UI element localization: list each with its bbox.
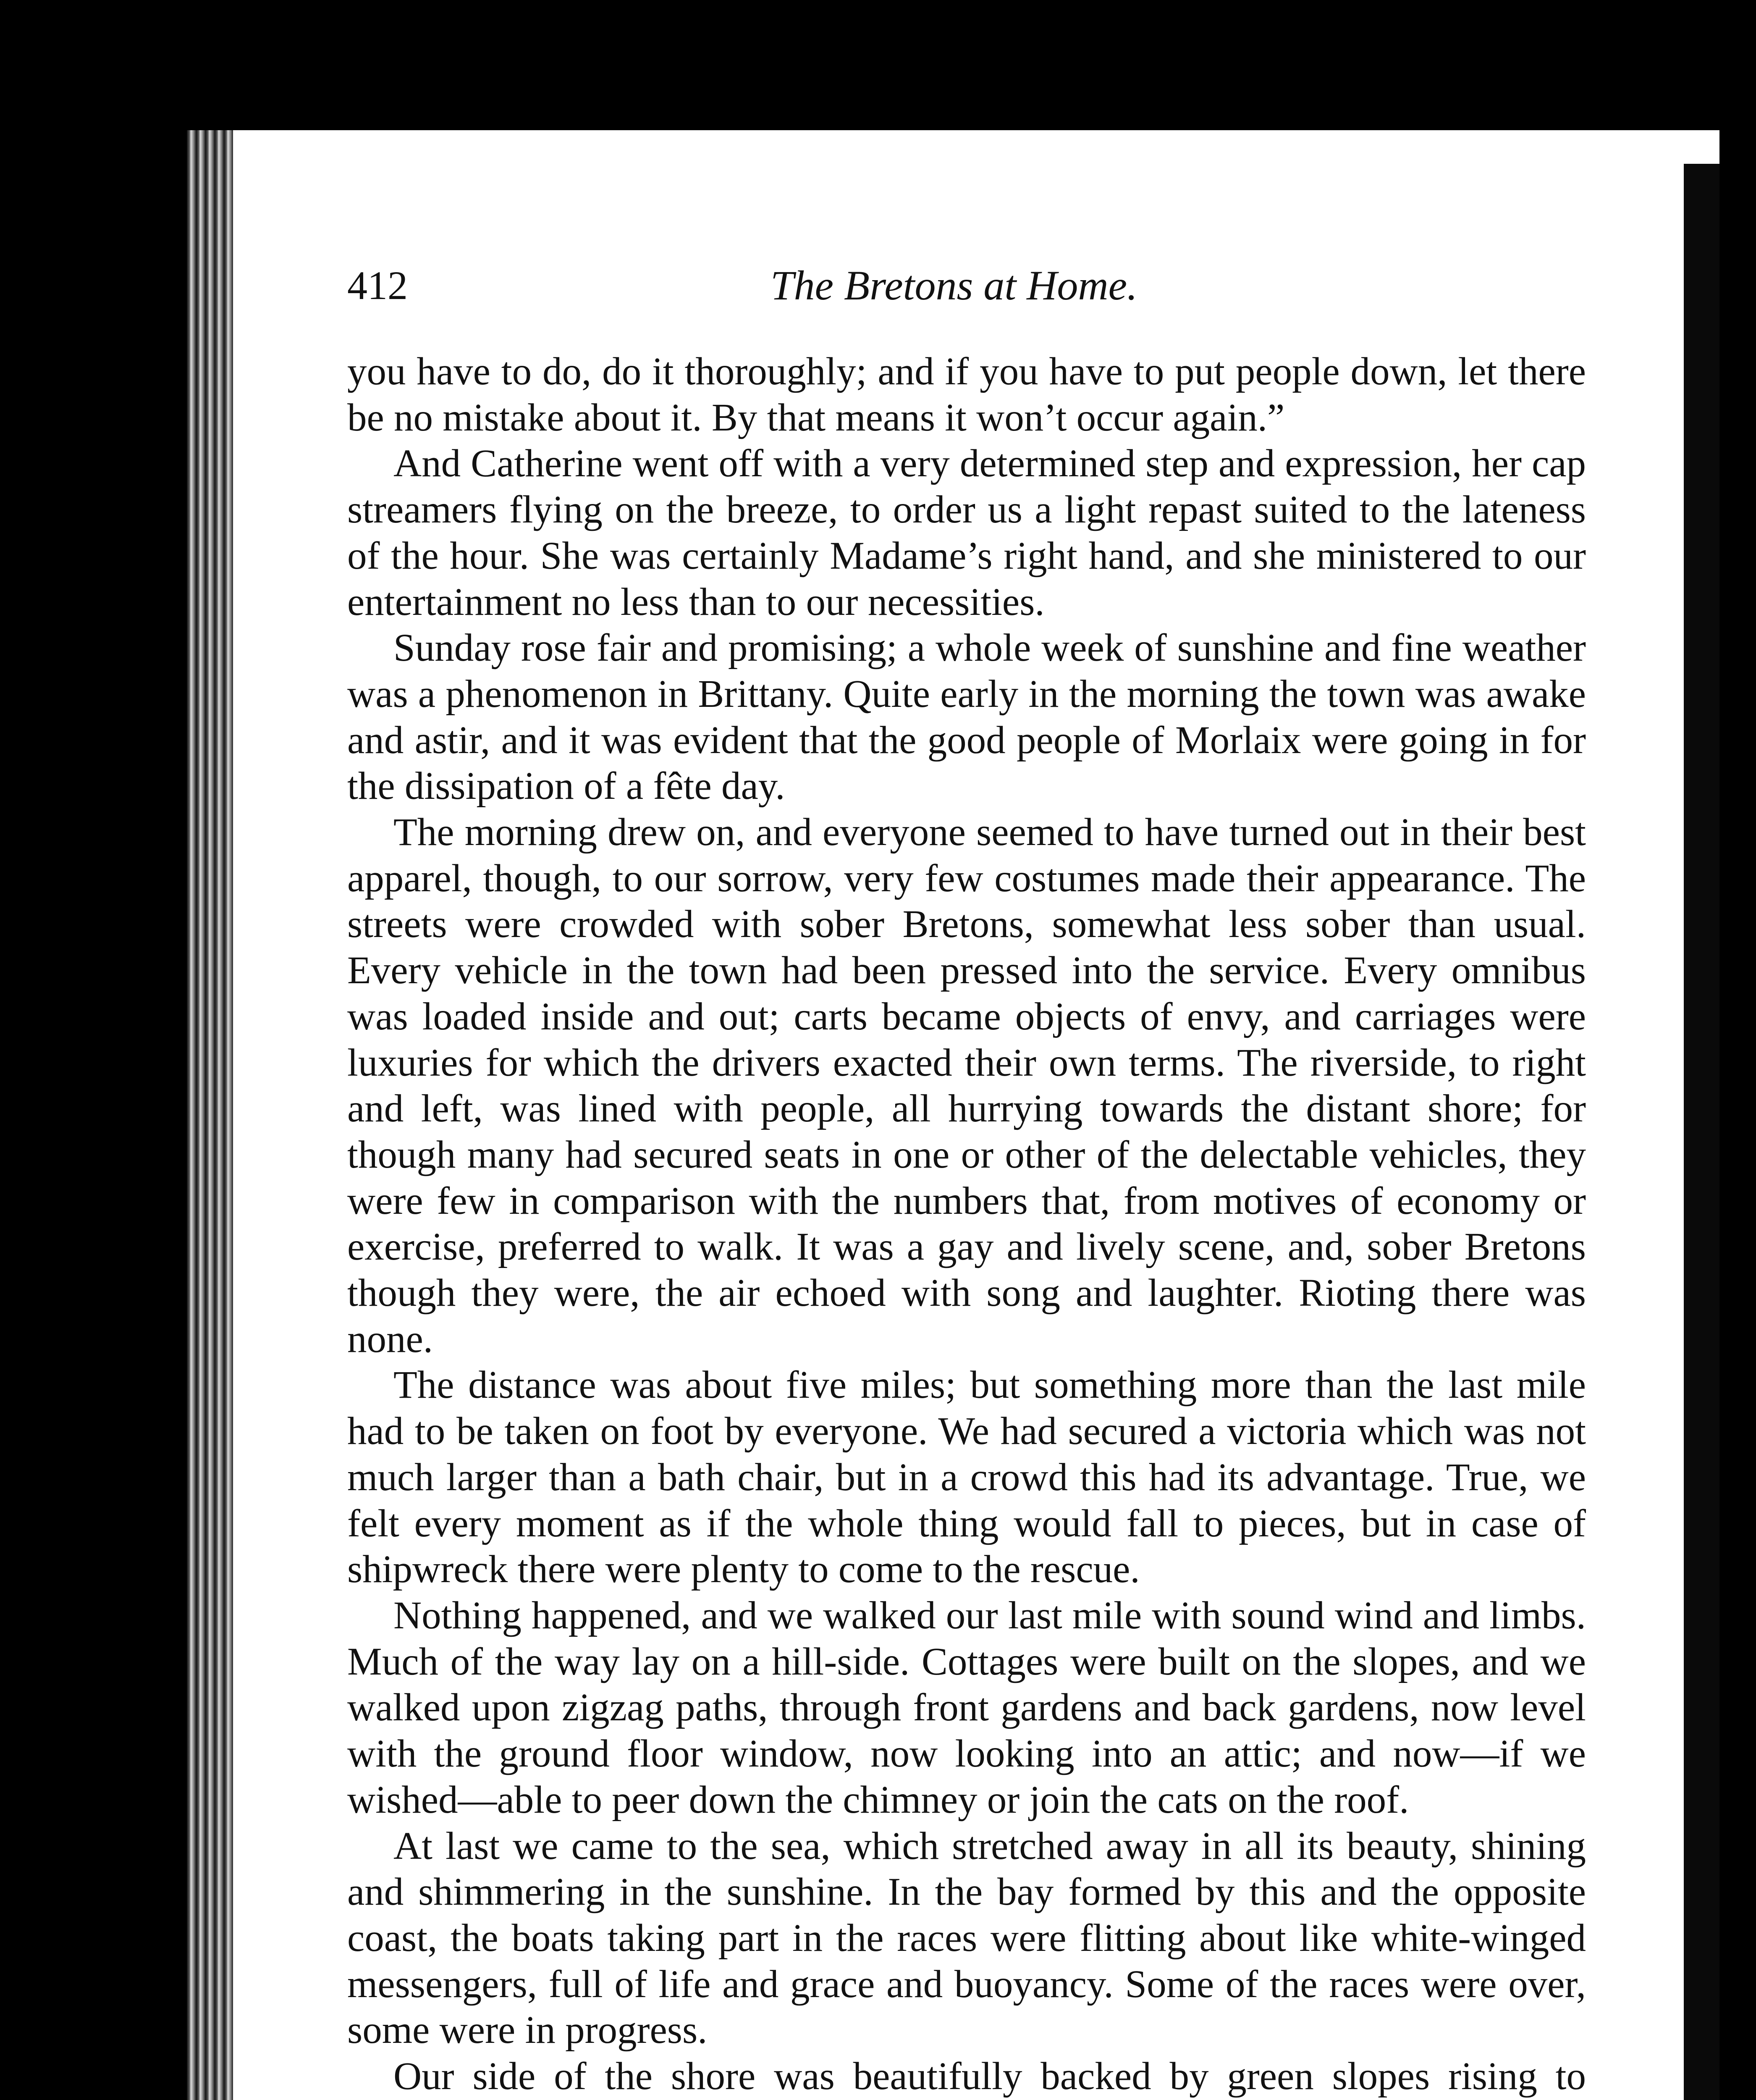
- book-binding-edge: [187, 130, 233, 2100]
- body-text: [347, 349, 1586, 2100]
- paragraph: At last we came to the sea, which stretched away in all its beauty, shining and shimmering in the sunshine. In the bay formed by this and the opposite coast, the boats taking part in the races were flitting about like white-winged messengers, full of life and grace and buoyancy. Some of the races were over, some were in progress.: [347, 1824, 1586, 2052]
- facing-page-edge: [1684, 164, 1719, 2100]
- paragraph: Sunday rose fair and promising; a whole week of sunshine and fine weather was a phenomenon in Brittany. Quite early in the morning the town was awake and astir, and it was evident that the good people of Morlaix were going in for the dissipation of a fête day.: [347, 626, 1586, 808]
- paragraph: The distance was about five miles; but something more than the last mile had to be taken on foot by everyone. We had secured a victoria which was not much larger than a bath chair, but in a crowd this had its advantage. True, we felt every moment as if the whole thing would fall to pieces, but in case of shipwreck there were plenty to come to the rescue.: [347, 1363, 1586, 1591]
- running-head: [347, 252, 1561, 319]
- page-number: 412: [347, 263, 408, 308]
- paragraph-continued: you have to do, do it thoroughly; and if you have to put people down, let there be no mistake about it. By that means it won’t occur again.”: [347, 350, 1586, 439]
- paragraph: Our side of the shore was beautifully backed by green slopes rising to: [393, 2055, 1586, 2098]
- paragraph: Nothing happened, and we walked our last mile with sound wind and limbs. Much of the way lay on a hill-side. Cottages were built on the slopes, and we walked upon zigzag paths, through front gardens and back gardens, now level with the ground floor window, now looking into an attic; and now—if we wished—able to peer down the chimney or join the cats on the roof.: [347, 1593, 1586, 1822]
- book-page: [187, 130, 1719, 2100]
- paragraph: The morning drew on, and everyone seemed to have turned out in their best apparel, though, to our sorrow, very few costumes made their appearance. The streets were crowded with sober Bretons, somewhat less sober than usual. Every vehicle in the town had been pressed into the service. Every omnibus was loaded inside and out; carts became objects of envy, and carriages were luxuries for which the drivers exacted their own terms. The riverside, to right and left, was lined with people, all hurrying towards the distant shore; for though many had secured seats in one or other of the delectable vehicles, they were few in comparison with the numbers that, from motives of economy or exercise, preferred to walk. It was a gay and lively scene, and, sober Bretons though they were, the air echoed with song and laughter. Rioting there was none.: [347, 811, 1586, 1361]
- book-title: The Bretons at Home.: [771, 262, 1137, 309]
- paragraph: And Catherine went off with a very determined step and expression, her cap streamers flying on the breeze, to order us a light repast suited to the lateness of the hour. She was certainly Madame’s right hand, and she ministered to our entertainment no less than to our necessities.: [347, 442, 1586, 624]
